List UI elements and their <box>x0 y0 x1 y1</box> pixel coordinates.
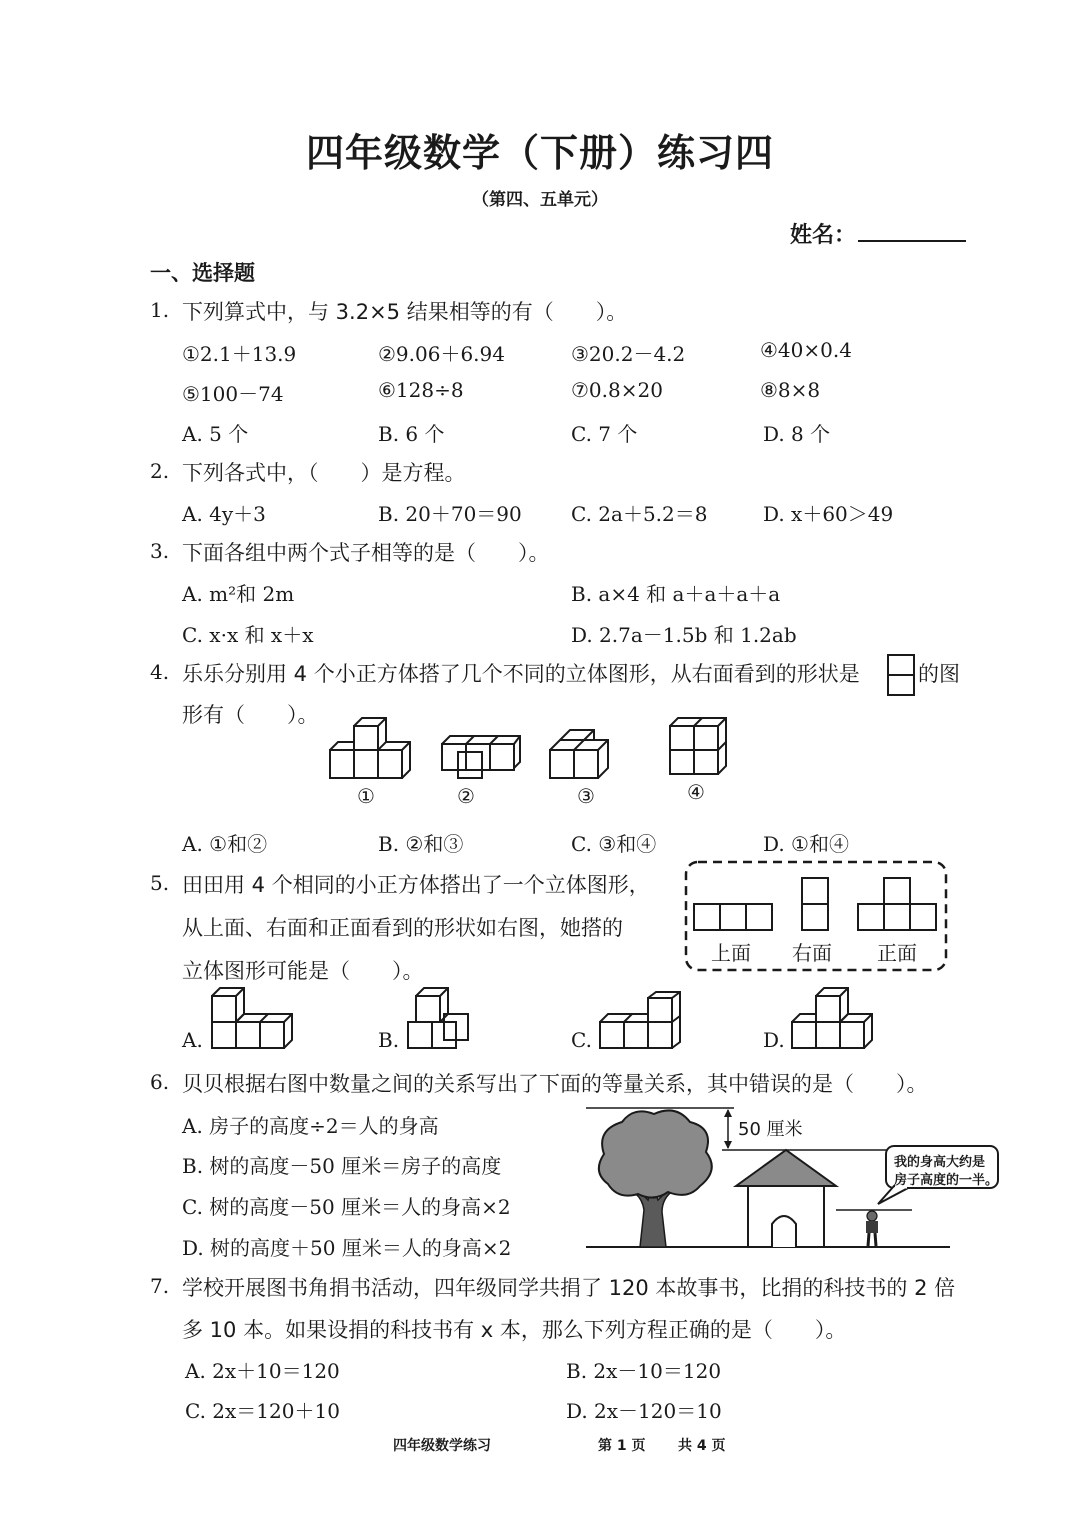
q1-option-c[interactable]: C. 7 个 <box>571 422 638 446</box>
q1-item-6: ⑥128÷8 <box>378 378 464 402</box>
q4-text-b: 的图 <box>918 662 960 686</box>
q2-option-a[interactable]: A. 4y＋3 <box>182 502 266 526</box>
q6-option-b[interactable]: B. 树的高度－50 厘米＝房子的高度 <box>182 1154 502 1178</box>
q5-line-2: 从上面、右面和正面看到的形状如右图，她搭的 <box>182 916 623 940</box>
q1-item-8: ⑧8×8 <box>760 378 821 402</box>
q6-speech-line-2: 房子高度的一半。 <box>894 1173 999 1188</box>
q6-text: 贝贝根据右图中数量之间的关系写出了下面的等量关系，其中错误的是（ ）。 <box>182 1072 928 1096</box>
q7-option-a[interactable]: A. 2x＋10＝120 <box>185 1359 340 1383</box>
name-label: 姓名： <box>790 223 857 248</box>
q6-option-c[interactable]: C. 树的高度－50 厘米＝人的身高×2 <box>182 1195 511 1219</box>
q1-number: 1. <box>150 298 170 322</box>
q3-option-d[interactable]: D. 2.7a－1.5b 和 1.2ab <box>571 623 797 647</box>
tree-figure <box>599 1110 712 1247</box>
q1-option-d[interactable]: D. 8 个 <box>763 422 831 446</box>
section-title: 一、选择题 <box>150 261 255 285</box>
q5-option-a-figure <box>210 986 296 1052</box>
q7-option-b[interactable]: B. 2x－10＝120 <box>566 1359 722 1383</box>
house-figure <box>736 1150 836 1247</box>
q4-figure-2 <box>440 734 522 780</box>
q4-option-b[interactable]: B. ②和③ <box>378 832 464 856</box>
q5-number: 5. <box>150 871 170 895</box>
q4-figure-4 <box>668 716 730 778</box>
page-subtitle: （第四、五单元） <box>472 190 608 210</box>
q5-line-1: 田田用 4 个相同的小正方体搭出了一个立体图形， <box>182 873 650 897</box>
q5-view-right-label: 右面 <box>792 941 832 965</box>
right-view-icon <box>887 654 917 698</box>
q4-text-c: 形有（ ）。 <box>182 703 319 727</box>
q6-number: 6. <box>150 1070 170 1094</box>
q5-option-c-figure <box>598 990 684 1054</box>
q4-text-a: 乐乐分别用 4 个小正方体搭了几个不同的立体图形，从右面看到的形状是 <box>182 662 860 686</box>
q1-option-a[interactable]: A. 5 个 <box>182 422 249 446</box>
q2-number: 2. <box>150 459 170 483</box>
q4-figure-label-4: ④ <box>687 780 705 804</box>
name-blank[interactable] <box>858 240 966 242</box>
q6-speech-line-1: 我的身高大约是 <box>894 1155 986 1170</box>
q5-option-d-figure <box>790 986 876 1052</box>
q5-option-b[interactable]: B. <box>378 1028 400 1052</box>
q4-option-c[interactable]: C. ③和④ <box>571 832 657 856</box>
q7-line-2: 多 10 本。如果设捐的科技书有 x 本，那么下列方程正确的是（ ）。 <box>182 1318 847 1342</box>
q3-option-c[interactable]: C. x·x 和 x＋x <box>182 623 314 647</box>
q3-number: 3. <box>150 539 170 563</box>
q5-option-c[interactable]: C. <box>571 1028 592 1052</box>
q4-option-d[interactable]: D. ①和④ <box>763 832 849 856</box>
q1-item-2: ②9.06＋6.94 <box>378 342 505 366</box>
q1-text: 下列算式中，与 3.2×5 结果相等的有（ ）。 <box>182 300 628 324</box>
q5-option-a[interactable]: A. <box>182 1028 203 1052</box>
q2-option-d[interactable]: D. x＋60＞49 <box>763 502 894 526</box>
q2-option-c[interactable]: C. 2a＋5.2＝8 <box>571 502 708 526</box>
q4-figure-label-3: ③ <box>577 784 595 808</box>
q3-text: 下面各组中两个式子相等的是（ ）。 <box>182 541 550 565</box>
person-figure <box>866 1211 878 1246</box>
q1-item-1: ①2.1＋13.9 <box>182 342 297 366</box>
q5-view-top-label: 上面 <box>711 941 751 965</box>
q5-line-3: 立体图形可能是（ ）。 <box>182 959 424 983</box>
footer-total-pages: 共 4 页 <box>678 1438 726 1454</box>
footer-title: 四年级数学练习 <box>393 1438 491 1454</box>
q4-figure-label-1: ① <box>357 784 375 808</box>
q7-number: 7. <box>150 1274 170 1298</box>
q3-option-b[interactable]: B. a×4 和 a＋a＋a＋a <box>571 582 781 606</box>
q7-option-d[interactable]: D. 2x－120＝10 <box>566 1399 722 1423</box>
q7-option-c[interactable]: C. 2x＝120＋10 <box>185 1399 340 1423</box>
page-title: 四年级数学（下册）练习四 <box>305 131 774 175</box>
q6-height-label: 50 厘米 <box>738 1119 803 1140</box>
q1-option-b[interactable]: B. 6 个 <box>378 422 445 446</box>
q2-text: 下列各式中，（ ）是方程。 <box>182 461 466 485</box>
q5-option-d[interactable]: D. <box>763 1028 785 1052</box>
q1-item-7: ⑦0.8×20 <box>571 378 663 402</box>
q1-item-4: ④40×0.4 <box>760 338 852 362</box>
q1-item-5: ⑤100－74 <box>182 382 284 406</box>
q4-figure-label-2: ② <box>457 784 475 808</box>
q7-line-1: 学校开展图书角捐书活动，四年级同学共捐了 120 本故事书，比捐的科技书的 2 倍 <box>182 1276 956 1300</box>
q6-option-d[interactable]: D. 树的高度＋50 厘米＝人的身高×2 <box>182 1236 512 1260</box>
footer-page-number: 第 1 页 <box>598 1438 646 1454</box>
q1-item-3: ③20.2－4.2 <box>571 342 686 366</box>
q4-figure-3 <box>548 726 614 782</box>
q2-option-b[interactable]: B. 20＋70＝90 <box>378 502 522 526</box>
q4-number: 4. <box>150 660 170 684</box>
q5-view-front-label: 正面 <box>877 941 917 965</box>
q4-figure-1 <box>328 716 412 782</box>
q5-option-b-figure <box>406 986 472 1052</box>
q4-option-a[interactable]: A. ①和② <box>182 832 268 856</box>
q6-option-a[interactable]: A. 房子的高度÷2＝人的身高 <box>182 1114 439 1138</box>
q3-option-a[interactable]: A. m²和 2m <box>182 582 295 606</box>
